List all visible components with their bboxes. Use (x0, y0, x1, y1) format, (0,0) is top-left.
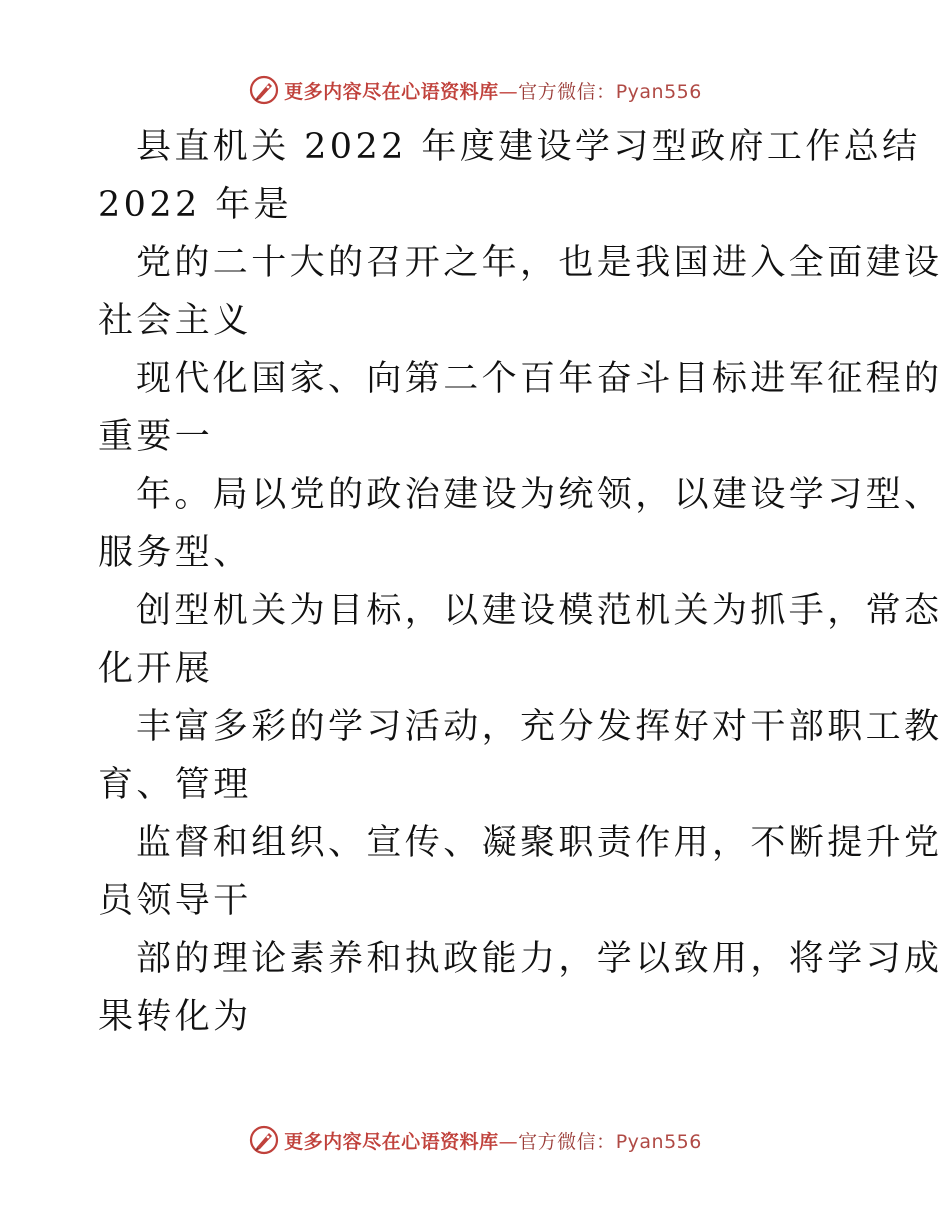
pen-nib-logo-icon (248, 74, 280, 106)
banner-wechat-label: 官方微信： (518, 1130, 616, 1153)
banner-wechat-id: Pyan556 (615, 1130, 702, 1153)
banner-site-text: 更多内容尽在心语资料库 (284, 80, 499, 103)
document-line: 现代化国家、向第二个百年奋斗目标进军征程的 (136, 359, 943, 399)
document-line: 监督和组织、宣传、凝聚职责作用，不断提升党 (136, 823, 943, 863)
document-line: 丰富多彩的学习活动，充分发挥好对干部职工教 (136, 707, 943, 747)
document-title-line: 县直机关 2022 年度建设学习型政府工作总结 (136, 127, 921, 167)
document-line: 2022 年是 (98, 185, 292, 225)
document-line: 育、管理 (98, 765, 252, 805)
document-line: 党的二十大的召开之年，也是我国进入全面建设 (136, 243, 943, 283)
document-body (98, 118, 943, 1046)
document-line: 创型机关为目标，以建设模范机关为抓手，常态 (136, 591, 943, 631)
banner-text (284, 1127, 702, 1154)
document-line: 服务型、 (98, 533, 252, 573)
document-line: 重要一 (98, 417, 214, 457)
banner-dash: — (498, 80, 519, 103)
document-line: 员领导干 (98, 881, 252, 921)
document-line: 化开展 (98, 649, 214, 689)
banner-dash: — (498, 1130, 519, 1153)
header-watermark-banner (0, 70, 950, 110)
banner-text (284, 77, 702, 104)
document-line: 果转化为 (98, 997, 252, 1037)
footer-watermark-banner (0, 1120, 950, 1160)
banner-site-text: 更多内容尽在心语资料库 (284, 1130, 499, 1153)
pen-nib-logo-icon (248, 1124, 280, 1156)
banner-wechat-label: 官方微信： (518, 80, 616, 103)
document-line: 部的理论素养和执政能力，学以致用，将学习成 (136, 939, 943, 979)
document-line: 社会主义 (98, 301, 252, 341)
banner-wechat-id: Pyan556 (615, 80, 702, 103)
document-line: 年。局以党的政治建设为统领，以建设学习型、 (136, 475, 943, 515)
